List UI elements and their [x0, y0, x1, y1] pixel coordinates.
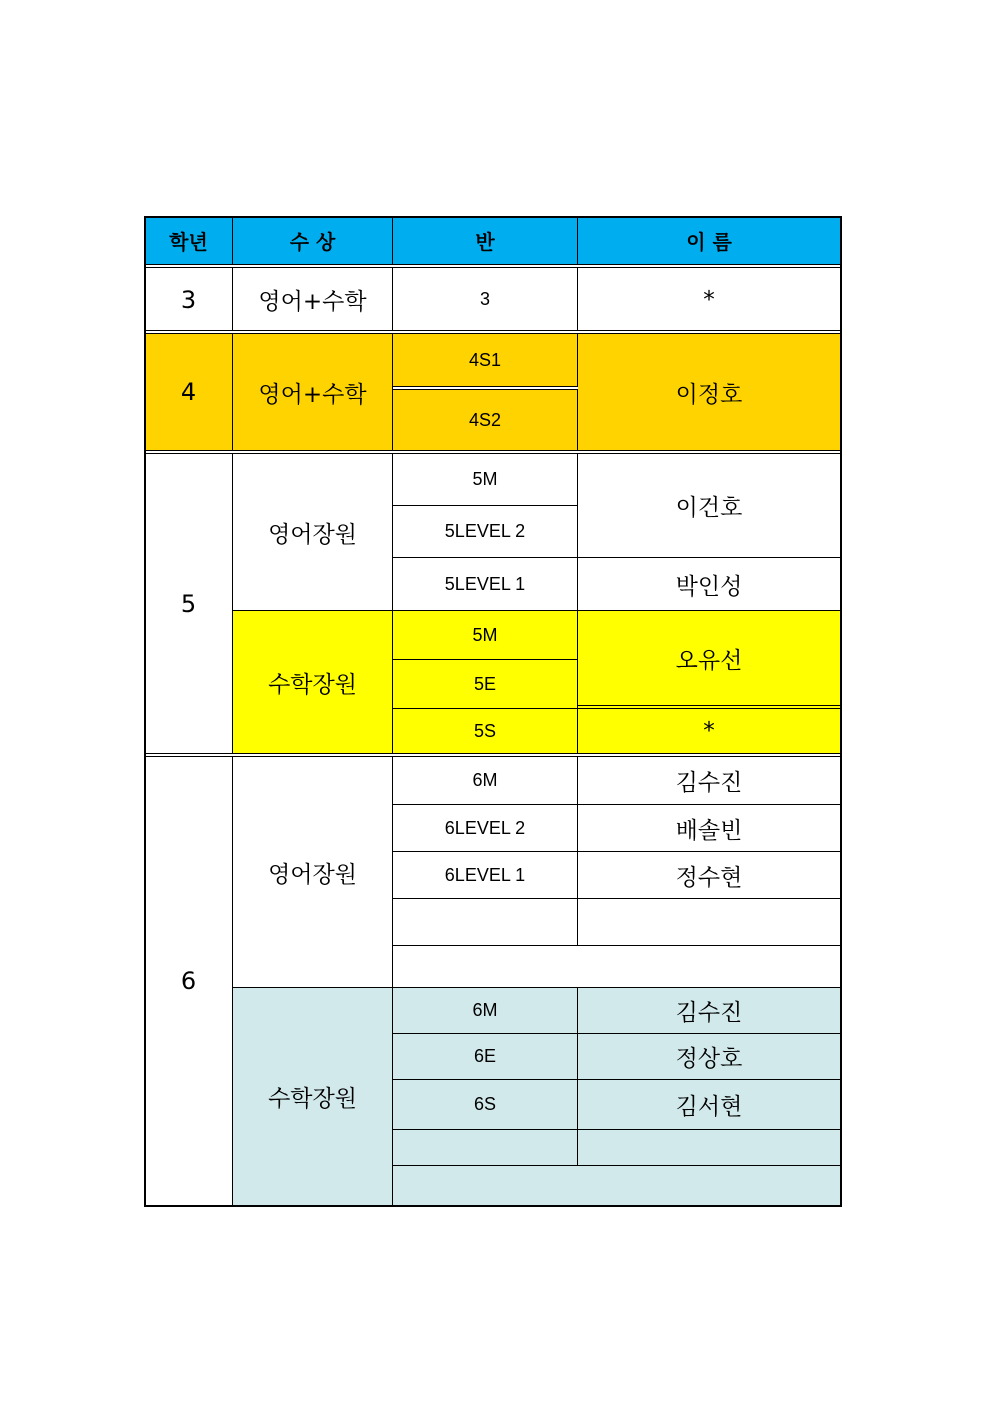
grade-6-english-empty-row [393, 946, 841, 988]
grade-6-english-class-2: 6LEVEL 2 [393, 805, 578, 852]
grade-4-cell: 4 [145, 334, 233, 451]
header-award: 수 상 [233, 217, 393, 265]
grade-6-math-empty-row [393, 1166, 841, 1206]
grade-6-english-empty-class [393, 899, 578, 946]
grade-6-math-empty-name [578, 1130, 841, 1166]
grade-4-award: 영어+수학 [233, 334, 393, 451]
grade-6-english-name-3: 정수현 [578, 852, 841, 899]
grade-3-class: 3 [393, 268, 578, 332]
grade-5-math-name-2: * [578, 709, 841, 754]
grade-6-math-empty-class [393, 1130, 578, 1166]
grade-6-english-name-2: 배솔빈 [578, 805, 841, 852]
header-class: 반 [393, 217, 578, 265]
grade-5-cell: 5 [145, 454, 233, 754]
grade-6-math-class-2: 6E [393, 1034, 578, 1080]
grade-5-math-award: 수학장원 [233, 611, 393, 754]
grade-5-math-class-3: 5S [393, 709, 578, 754]
grade-6-english-empty-name [578, 899, 841, 946]
grade-5-english-name-1: 이건호 [578, 454, 841, 558]
grade-3-name: * [578, 268, 841, 332]
grade-6-english-class-3: 6LEVEL 1 [393, 852, 578, 899]
grade-6-english-class-1: 6M [393, 757, 578, 805]
header-grade: 학년 [145, 217, 233, 265]
grade-5-math-class-2: 5E [393, 660, 578, 709]
grade-5-english-class-3: 5LEVEL 1 [393, 558, 578, 611]
grade-6-english-name-1: 김수진 [578, 757, 841, 805]
grade-3-cell: 3 [145, 268, 233, 332]
grade-6-cell: 6 [145, 757, 233, 1206]
grade-3-award: 영어+수학 [233, 268, 393, 332]
header-name: 이 름 [578, 217, 841, 265]
grade-5-english-name-2: 박인성 [578, 558, 841, 611]
grade-6-math-name-3: 김서현 [578, 1080, 841, 1130]
grade-6-math-class-1: 6M [393, 988, 578, 1034]
grade-4-name: 이정호 [578, 334, 841, 451]
grade-5-english-award: 영어장원 [233, 454, 393, 611]
grade-6-english-award: 영어장원 [233, 757, 393, 988]
grade-5-english-class-2: 5LEVEL 2 [393, 506, 578, 558]
grade-5-english-class-1: 5M [393, 454, 578, 506]
grade-5-math-name-1: 오유선 [578, 611, 841, 706]
grade-6-math-name-1: 김수진 [578, 988, 841, 1034]
grade-5-math-class-1: 5M [393, 611, 578, 660]
grade-6-math-award: 수학장원 [233, 988, 393, 1206]
grade-4-class-1: 4S1 [393, 334, 578, 387]
grade-4-class-2: 4S2 [393, 390, 578, 451]
grade-6-math-class-3: 6S [393, 1080, 578, 1130]
grade-6-math-name-2: 정상호 [578, 1034, 841, 1080]
